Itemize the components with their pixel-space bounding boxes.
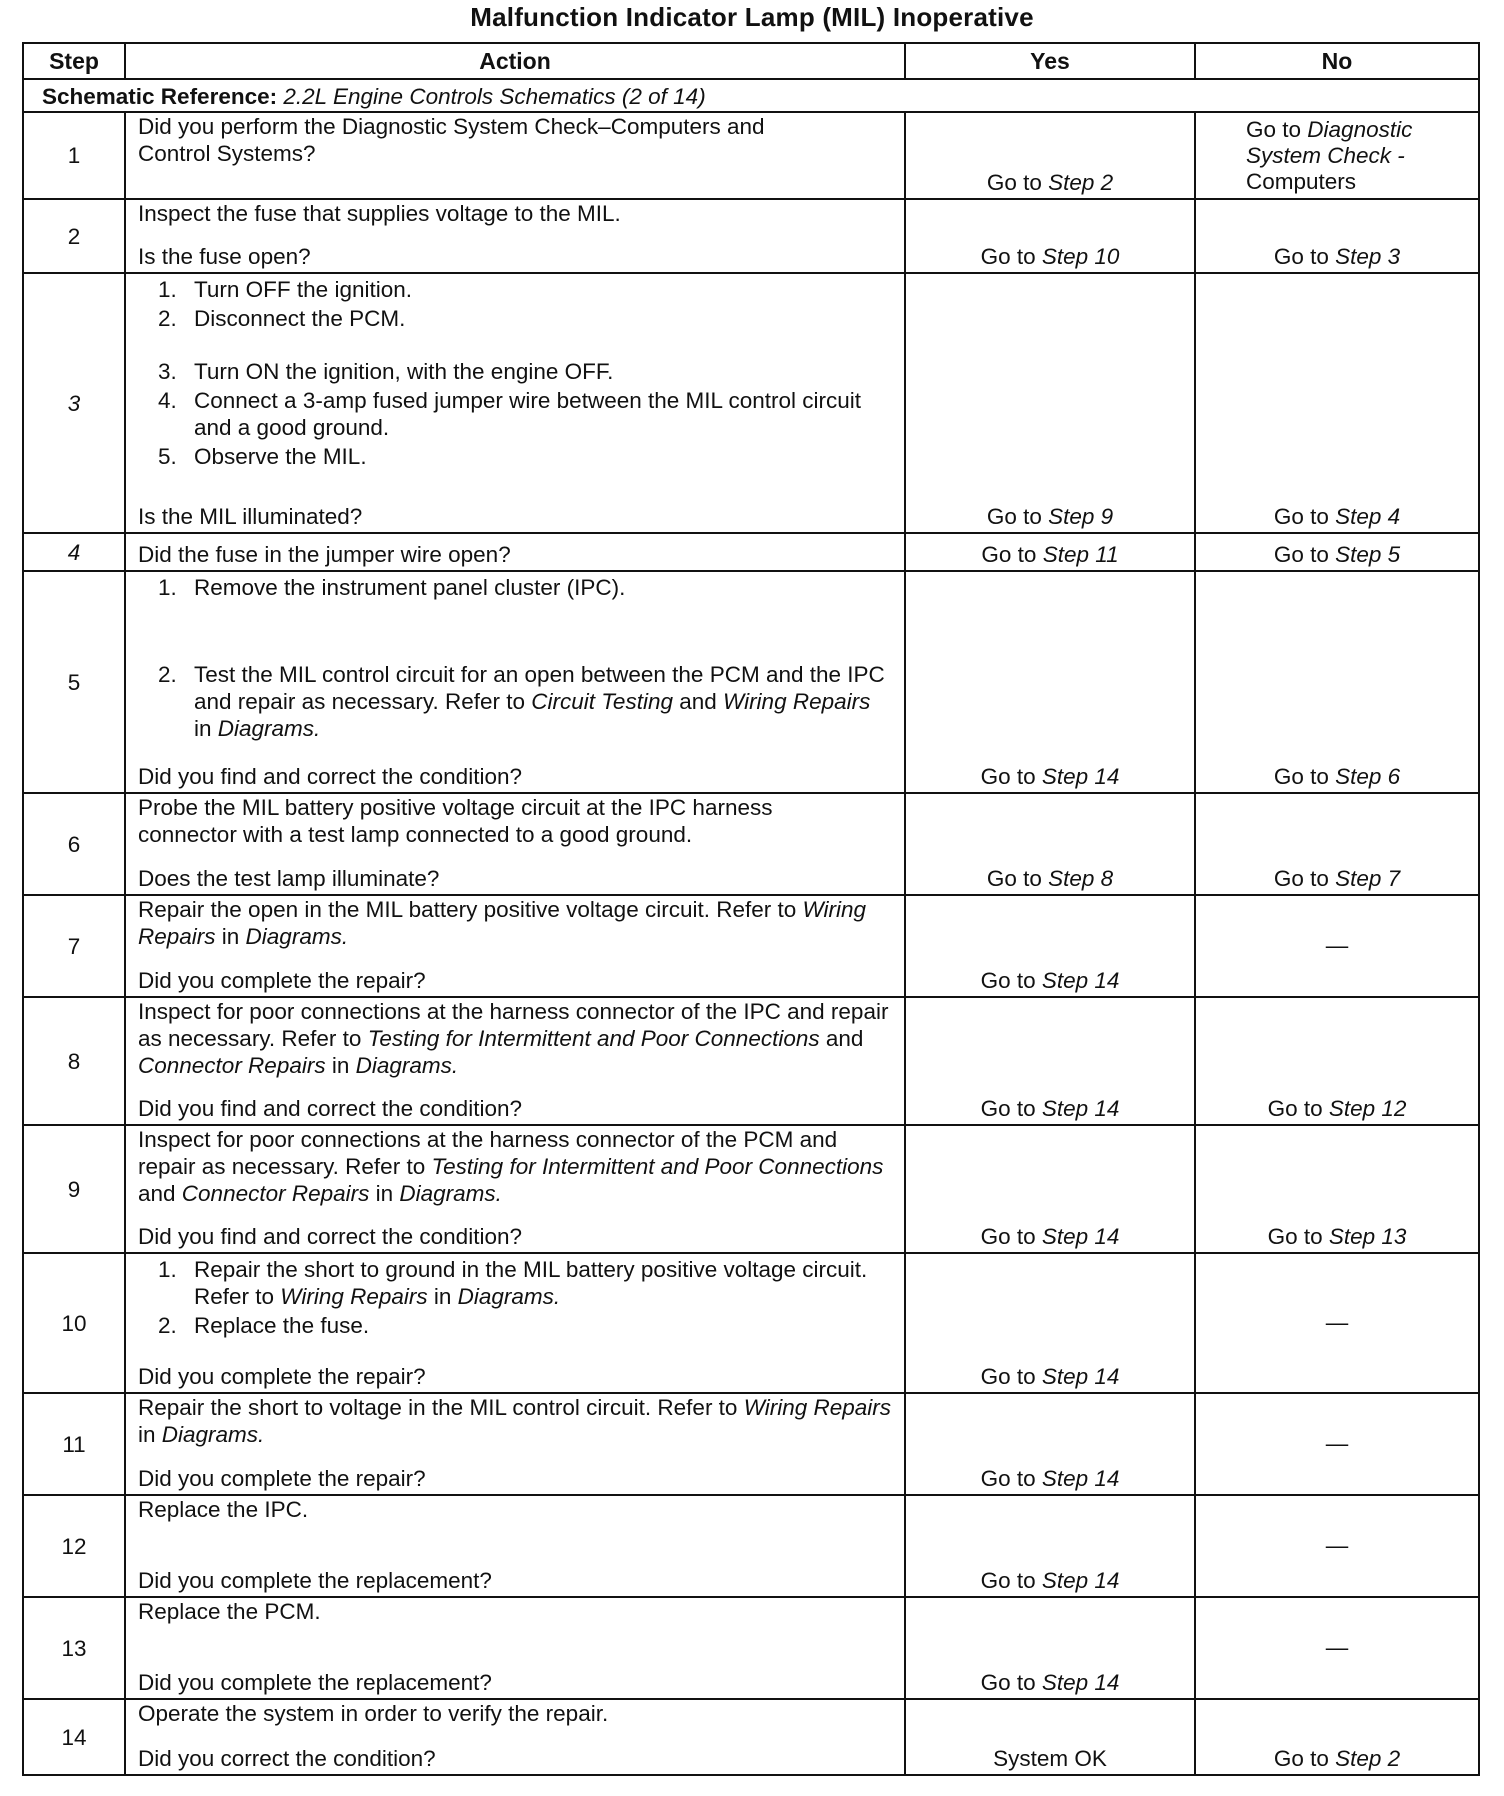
table-row bbox=[23, 1253, 1479, 1393]
schematic-text: 2.2L Engine Controls Schematics (2 of 14) bbox=[283, 83, 706, 109]
action-question: Did you find and correct the condition? bbox=[138, 1224, 522, 1249]
step-ref: Step 8 bbox=[1048, 866, 1114, 891]
no-cell bbox=[1195, 997, 1479, 1125]
go-to-prefix: Go to bbox=[1273, 764, 1336, 789]
action-paragraph bbox=[138, 896, 894, 950]
text-fragment: in bbox=[369, 1181, 400, 1206]
go-to-prefix: Go to bbox=[980, 1224, 1042, 1249]
table-row bbox=[23, 273, 1479, 533]
action-cell bbox=[125, 1495, 905, 1597]
no-result bbox=[1268, 1224, 1407, 1249]
step-number: 11 bbox=[23, 1393, 125, 1495]
header-step: Step bbox=[23, 43, 125, 79]
no-result-dash: — bbox=[1325, 1532, 1349, 1558]
action-cell bbox=[125, 1393, 905, 1495]
no-cell bbox=[1195, 1699, 1479, 1775]
item-number: 2. bbox=[158, 662, 177, 687]
go-to-prefix: Go to bbox=[1267, 1224, 1329, 1249]
italic-ref: Wiring Repairs bbox=[138, 897, 867, 949]
action-cell bbox=[125, 199, 905, 273]
action-cell bbox=[125, 571, 905, 793]
step-ref: Step 2 bbox=[1335, 1746, 1401, 1771]
yes-cell bbox=[905, 793, 1195, 895]
go-to-prefix: Go to bbox=[1267, 1096, 1329, 1121]
diagnostic-table bbox=[22, 42, 1480, 1776]
italic-ref: Wiring Repairs bbox=[743, 1395, 892, 1420]
action-body bbox=[138, 1254, 894, 1339]
step-number: 10 bbox=[23, 1253, 125, 1393]
action-cell bbox=[125, 112, 905, 199]
text-fragment: and bbox=[819, 1026, 864, 1051]
step-ref: Step 5 bbox=[1335, 542, 1401, 567]
no-result bbox=[1268, 1096, 1407, 1121]
schematic-label: Schematic Reference: bbox=[42, 83, 278, 109]
go-to-prefix: Go to bbox=[1273, 1746, 1336, 1771]
action-question: Did you complete the repair? bbox=[138, 968, 426, 993]
yes-cell bbox=[905, 895, 1195, 997]
item-number: 2. bbox=[158, 1313, 177, 1338]
text-fragment: Repair the short to voltage in the MIL control circuit. Refer to bbox=[138, 1395, 744, 1420]
numbered-item bbox=[138, 1312, 894, 1339]
italic-ref: Testing for Intermittent and Poor Connections bbox=[431, 1154, 884, 1179]
yes-cell bbox=[905, 1125, 1195, 1253]
step-number: 12 bbox=[23, 1495, 125, 1597]
item-number: 2. bbox=[158, 306, 177, 331]
action-content bbox=[138, 113, 894, 196]
no-result-line bbox=[1246, 143, 1468, 169]
action-line: Did you perform the Diagnostic System Check–Computers and bbox=[138, 114, 765, 139]
action-body bbox=[138, 274, 894, 470]
text-fragment: and bbox=[672, 689, 724, 714]
yes-result bbox=[987, 170, 1113, 195]
action-cell bbox=[125, 793, 905, 895]
action-question: Does the test lamp illuminate? bbox=[138, 866, 440, 891]
item-text bbox=[194, 1256, 894, 1310]
header-row bbox=[23, 43, 1479, 79]
table-row bbox=[23, 1495, 1479, 1597]
schematic-row bbox=[23, 79, 1479, 112]
header-yes: Yes bbox=[905, 43, 1195, 79]
table-row bbox=[23, 1597, 1479, 1699]
action-content bbox=[138, 1394, 894, 1492]
action-body bbox=[138, 1700, 894, 1727]
no-cell bbox=[1195, 793, 1479, 895]
go-to-prefix: Go to bbox=[986, 504, 1049, 529]
action-line: Replace the PCM. bbox=[138, 1599, 321, 1624]
no-result bbox=[1274, 504, 1400, 529]
yes-cell bbox=[905, 199, 1195, 273]
action-body bbox=[138, 794, 894, 848]
action-cell bbox=[125, 1253, 905, 1393]
action-cell bbox=[125, 1699, 905, 1775]
item-number: 1. bbox=[158, 277, 177, 302]
no-result bbox=[1274, 1746, 1400, 1771]
no-result-dash: — bbox=[1325, 1309, 1349, 1335]
numbered-item bbox=[138, 443, 894, 470]
numbered-item bbox=[138, 1256, 894, 1310]
action-cell bbox=[125, 273, 905, 533]
action-cell bbox=[125, 1597, 905, 1699]
italic-ref: Diagrams. bbox=[355, 1053, 459, 1078]
italic-ref: Diagrams. bbox=[245, 924, 349, 949]
text-fragment: in bbox=[427, 1284, 458, 1309]
item-text: Turn ON the ignition, with the engine OFF. bbox=[194, 359, 614, 384]
item-text: Replace the fuse. bbox=[194, 1313, 370, 1338]
numbered-item bbox=[138, 387, 894, 441]
action-content bbox=[138, 1496, 894, 1594]
yes-result bbox=[981, 1466, 1120, 1491]
header-no: No bbox=[1195, 43, 1479, 79]
item-text: Observe the MIL. bbox=[194, 444, 367, 469]
go-to-prefix: Computers bbox=[1246, 169, 1357, 194]
yes-cell bbox=[905, 1699, 1195, 1775]
step-number: 2 bbox=[23, 199, 125, 273]
yes-result bbox=[981, 764, 1120, 789]
action-content bbox=[138, 794, 894, 892]
step-number: 8 bbox=[23, 997, 125, 1125]
table-row bbox=[23, 1393, 1479, 1495]
go-to-prefix: Go to bbox=[980, 1364, 1042, 1389]
go-to-prefix: Go to bbox=[980, 1568, 1042, 1593]
yes-cell bbox=[905, 1253, 1195, 1393]
item-text bbox=[194, 661, 894, 742]
italic-ref: Wiring Repairs bbox=[723, 689, 871, 714]
go-to-prefix: Go to bbox=[980, 968, 1042, 993]
step-ref: Step 14 bbox=[1041, 1670, 1120, 1695]
item-number: 1. bbox=[158, 575, 177, 600]
go-to-prefix: Go to bbox=[980, 764, 1042, 789]
step-number: 5 bbox=[23, 571, 125, 793]
no-cell bbox=[1195, 571, 1479, 793]
yes-cell bbox=[905, 533, 1195, 571]
step-ref: Step 2 bbox=[1048, 170, 1114, 195]
yes-cell bbox=[905, 112, 1195, 199]
action-body bbox=[138, 200, 894, 227]
yes-cell bbox=[905, 571, 1195, 793]
step-number: 3 bbox=[23, 273, 125, 533]
go-to-prefix: Go to bbox=[980, 1466, 1042, 1491]
item-text: Turn OFF the ignition. bbox=[194, 277, 413, 302]
step-ref: Step 14 bbox=[1041, 1096, 1120, 1121]
numbered-item bbox=[138, 661, 894, 742]
numbered-item bbox=[138, 305, 894, 332]
step-number: 4 bbox=[23, 533, 125, 571]
action-line: Replace the IPC. bbox=[138, 1497, 309, 1522]
numbered-item bbox=[138, 574, 894, 601]
yes-result bbox=[981, 1224, 1120, 1249]
table-row bbox=[23, 1699, 1479, 1775]
italic-ref: Connector Repairs bbox=[138, 1053, 326, 1078]
text-fragment: and bbox=[138, 1181, 182, 1206]
go-to-prefix: Go to bbox=[1273, 244, 1336, 269]
yes-result bbox=[981, 1364, 1120, 1389]
step-ref: Step 11 bbox=[1042, 542, 1119, 567]
yes-cell bbox=[905, 1597, 1195, 1699]
table-row bbox=[23, 793, 1479, 895]
action-cell bbox=[125, 533, 905, 571]
table-row bbox=[23, 571, 1479, 793]
action-content bbox=[138, 1598, 894, 1696]
go-to-prefix: Go to bbox=[1273, 866, 1336, 891]
step-ref: Step 14 bbox=[1041, 1364, 1120, 1389]
table-row bbox=[23, 997, 1479, 1125]
go-to-prefix: Go to bbox=[986, 170, 1049, 195]
text-fragment: Inspect for poor connections at the harness connector of the PCM and repair as necessary. Refer to bbox=[138, 1127, 838, 1179]
action-line: connector with a test lamp connected to a good ground. bbox=[138, 822, 693, 847]
action-content bbox=[138, 200, 894, 270]
text-fragment: in bbox=[194, 716, 218, 741]
action-paragraph bbox=[138, 998, 894, 1079]
no-result bbox=[1274, 244, 1400, 269]
step-ref: Step 4 bbox=[1335, 504, 1401, 529]
italic-ref: Circuit Testing bbox=[531, 689, 673, 714]
step-ref: Step 14 bbox=[1041, 764, 1120, 789]
step-ref: Step 14 bbox=[1041, 1466, 1120, 1491]
no-result-line bbox=[1246, 169, 1468, 195]
item-number: 1. bbox=[158, 1257, 177, 1282]
action-line: Control Systems? bbox=[138, 141, 316, 166]
text-fragment: Repair the open in the MIL battery positive voltage circuit. Refer to bbox=[138, 897, 803, 922]
numbered-item bbox=[138, 358, 894, 385]
yes-result bbox=[981, 1096, 1120, 1121]
step-number: 7 bbox=[23, 895, 125, 997]
yes-cell bbox=[905, 1495, 1195, 1597]
go-to-prefix: Go to bbox=[980, 1670, 1042, 1695]
no-cell bbox=[1195, 273, 1479, 533]
italic-ref: Diagrams. bbox=[457, 1284, 561, 1309]
step-number: 9 bbox=[23, 1125, 125, 1253]
step-ref: Step 12 bbox=[1328, 1096, 1407, 1121]
action-paragraph bbox=[138, 1394, 894, 1448]
step-ref: Step 13 bbox=[1328, 1224, 1407, 1249]
step-ref: Step 3 bbox=[1335, 244, 1401, 269]
action-question: Did you complete the replacement? bbox=[138, 1568, 492, 1593]
action-cell bbox=[125, 997, 905, 1125]
action-content bbox=[138, 1700, 894, 1772]
action-question: Did you find and correct the condition? bbox=[138, 1096, 522, 1121]
no-cell bbox=[1195, 533, 1479, 571]
schematic-reference bbox=[23, 79, 1479, 112]
action-question: Did you complete the repair? bbox=[138, 1466, 426, 1491]
action-content bbox=[138, 572, 894, 790]
step-ref: Step 14 bbox=[1041, 1224, 1120, 1249]
action-question: Did the fuse in the jumper wire open? bbox=[138, 542, 511, 567]
yes-result bbox=[981, 542, 1118, 567]
yes-result bbox=[987, 504, 1113, 529]
action-content bbox=[138, 1126, 894, 1250]
step-ref: System Check - bbox=[1246, 143, 1405, 168]
action-question: Is the fuse open? bbox=[138, 244, 311, 269]
no-result-dash: — bbox=[1325, 1430, 1349, 1456]
yes-result: System OK bbox=[993, 1746, 1107, 1771]
no-result bbox=[1274, 866, 1400, 891]
header-action: Action bbox=[125, 43, 905, 79]
no-cell bbox=[1195, 1253, 1479, 1393]
no-cell bbox=[1195, 1597, 1479, 1699]
action-cell bbox=[125, 1125, 905, 1253]
step-ref: Step 9 bbox=[1048, 504, 1114, 529]
go-to-prefix: Go to bbox=[981, 542, 1043, 567]
action-body bbox=[138, 113, 894, 167]
no-cell bbox=[1195, 199, 1479, 273]
action-body bbox=[138, 1496, 894, 1523]
action-cell bbox=[125, 895, 905, 997]
action-question: Did you correct the condition? bbox=[138, 1746, 436, 1771]
yes-cell bbox=[905, 997, 1195, 1125]
item-number: 3. bbox=[158, 359, 177, 384]
yes-result bbox=[981, 244, 1120, 269]
step-ref: Diagnostic bbox=[1307, 117, 1413, 142]
action-body bbox=[138, 896, 894, 950]
table-row bbox=[23, 895, 1479, 997]
italic-ref: Wiring Repairs bbox=[280, 1284, 428, 1309]
action-line: Operate the system in order to verify the repair. bbox=[138, 1701, 609, 1726]
step-ref: Step 14 bbox=[1041, 1568, 1120, 1593]
action-line: Probe the MIL battery positive voltage circuit at the IPC harness bbox=[138, 795, 773, 820]
no-cell bbox=[1195, 112, 1479, 199]
italic-ref: Diagrams. bbox=[399, 1181, 502, 1206]
yes-result bbox=[981, 968, 1120, 993]
action-content bbox=[138, 274, 894, 530]
numbered-item bbox=[138, 276, 894, 303]
text-fragment: in bbox=[215, 924, 246, 949]
no-cell bbox=[1195, 1495, 1479, 1597]
yes-cell bbox=[905, 273, 1195, 533]
no-result-line bbox=[1246, 117, 1468, 143]
step-number: 1 bbox=[23, 112, 125, 199]
item-text: Disconnect the PCM. bbox=[194, 306, 406, 331]
step-ref: Step 10 bbox=[1041, 244, 1120, 269]
document-title: Malfunction Indicator Lamp (MIL) Inoperative bbox=[470, 2, 1034, 32]
text-fragment: Repair the short to ground in the MIL battery positive voltage circuit. Refer to bbox=[194, 1257, 868, 1309]
no-cell bbox=[1195, 895, 1479, 997]
go-to-prefix: Go to bbox=[1273, 542, 1336, 567]
table-row bbox=[23, 112, 1479, 199]
step-ref: Step 7 bbox=[1335, 866, 1401, 891]
item-number: 4. bbox=[158, 388, 177, 413]
step-number: 6 bbox=[23, 793, 125, 895]
step-number: 14 bbox=[23, 1699, 125, 1775]
action-content bbox=[138, 896, 894, 994]
yes-result bbox=[987, 866, 1113, 891]
action-question: Is the MIL illuminated? bbox=[138, 504, 363, 529]
no-cell bbox=[1195, 1125, 1479, 1253]
yes-cell bbox=[905, 1393, 1195, 1495]
action-content bbox=[138, 534, 894, 568]
action-content bbox=[138, 1254, 894, 1390]
item-text: Remove the instrument panel cluster (IPC). bbox=[194, 575, 626, 600]
table-row bbox=[23, 199, 1479, 273]
no-result bbox=[1274, 542, 1400, 567]
action-question: Did you find and correct the condition? bbox=[138, 764, 522, 789]
go-to-prefix: Go to bbox=[980, 1096, 1042, 1121]
italic-ref: Diagrams. bbox=[217, 716, 321, 741]
action-body bbox=[138, 572, 894, 742]
action-body bbox=[138, 1126, 894, 1207]
no-result-dash: — bbox=[1325, 1634, 1349, 1660]
table-row bbox=[23, 533, 1479, 571]
action-question: Did you complete the replacement? bbox=[138, 1670, 492, 1695]
action-line: Inspect the fuse that supplies voltage to the MIL. bbox=[138, 201, 621, 226]
italic-ref: Testing for Intermittent and Poor Connections bbox=[367, 1026, 820, 1051]
item-text: Connect a 3-amp fused jumper wire between the MIL control circuit and a good ground. bbox=[194, 388, 861, 440]
go-to-prefix: Go to bbox=[986, 866, 1049, 891]
step-ref: Step 14 bbox=[1041, 968, 1120, 993]
step-number: 13 bbox=[23, 1597, 125, 1699]
action-content bbox=[138, 998, 894, 1122]
action-body bbox=[138, 1598, 894, 1625]
go-to-prefix: Go to bbox=[1273, 504, 1336, 529]
text-fragment: Inspect for poor connections at the harness connector of the IPC and repair as necessary. Refer to bbox=[138, 999, 889, 1051]
italic-ref: Diagrams. bbox=[161, 1422, 265, 1447]
text-fragment: in bbox=[138, 1422, 162, 1447]
text-fragment: in bbox=[325, 1053, 356, 1078]
yes-result bbox=[981, 1670, 1120, 1695]
action-question: Did you complete the repair? bbox=[138, 1364, 426, 1389]
action-body bbox=[138, 1394, 894, 1448]
action-body bbox=[138, 998, 894, 1079]
yes-result bbox=[981, 1568, 1120, 1593]
go-to-prefix: Go to bbox=[980, 244, 1042, 269]
go-to-prefix: Go to bbox=[1246, 117, 1308, 142]
item-number: 5. bbox=[158, 444, 177, 469]
italic-ref: Connector Repairs bbox=[181, 1181, 370, 1206]
step-ref: Step 6 bbox=[1335, 764, 1401, 789]
action-paragraph bbox=[138, 1126, 894, 1207]
no-result bbox=[1274, 764, 1400, 789]
no-cell bbox=[1195, 1393, 1479, 1495]
text-fragment: Test the MIL control circuit for an open between the PCM and the IPC and repair as necessary. Refer to bbox=[194, 662, 885, 714]
no-result-dash: — bbox=[1325, 932, 1349, 958]
table-row bbox=[23, 1125, 1479, 1253]
